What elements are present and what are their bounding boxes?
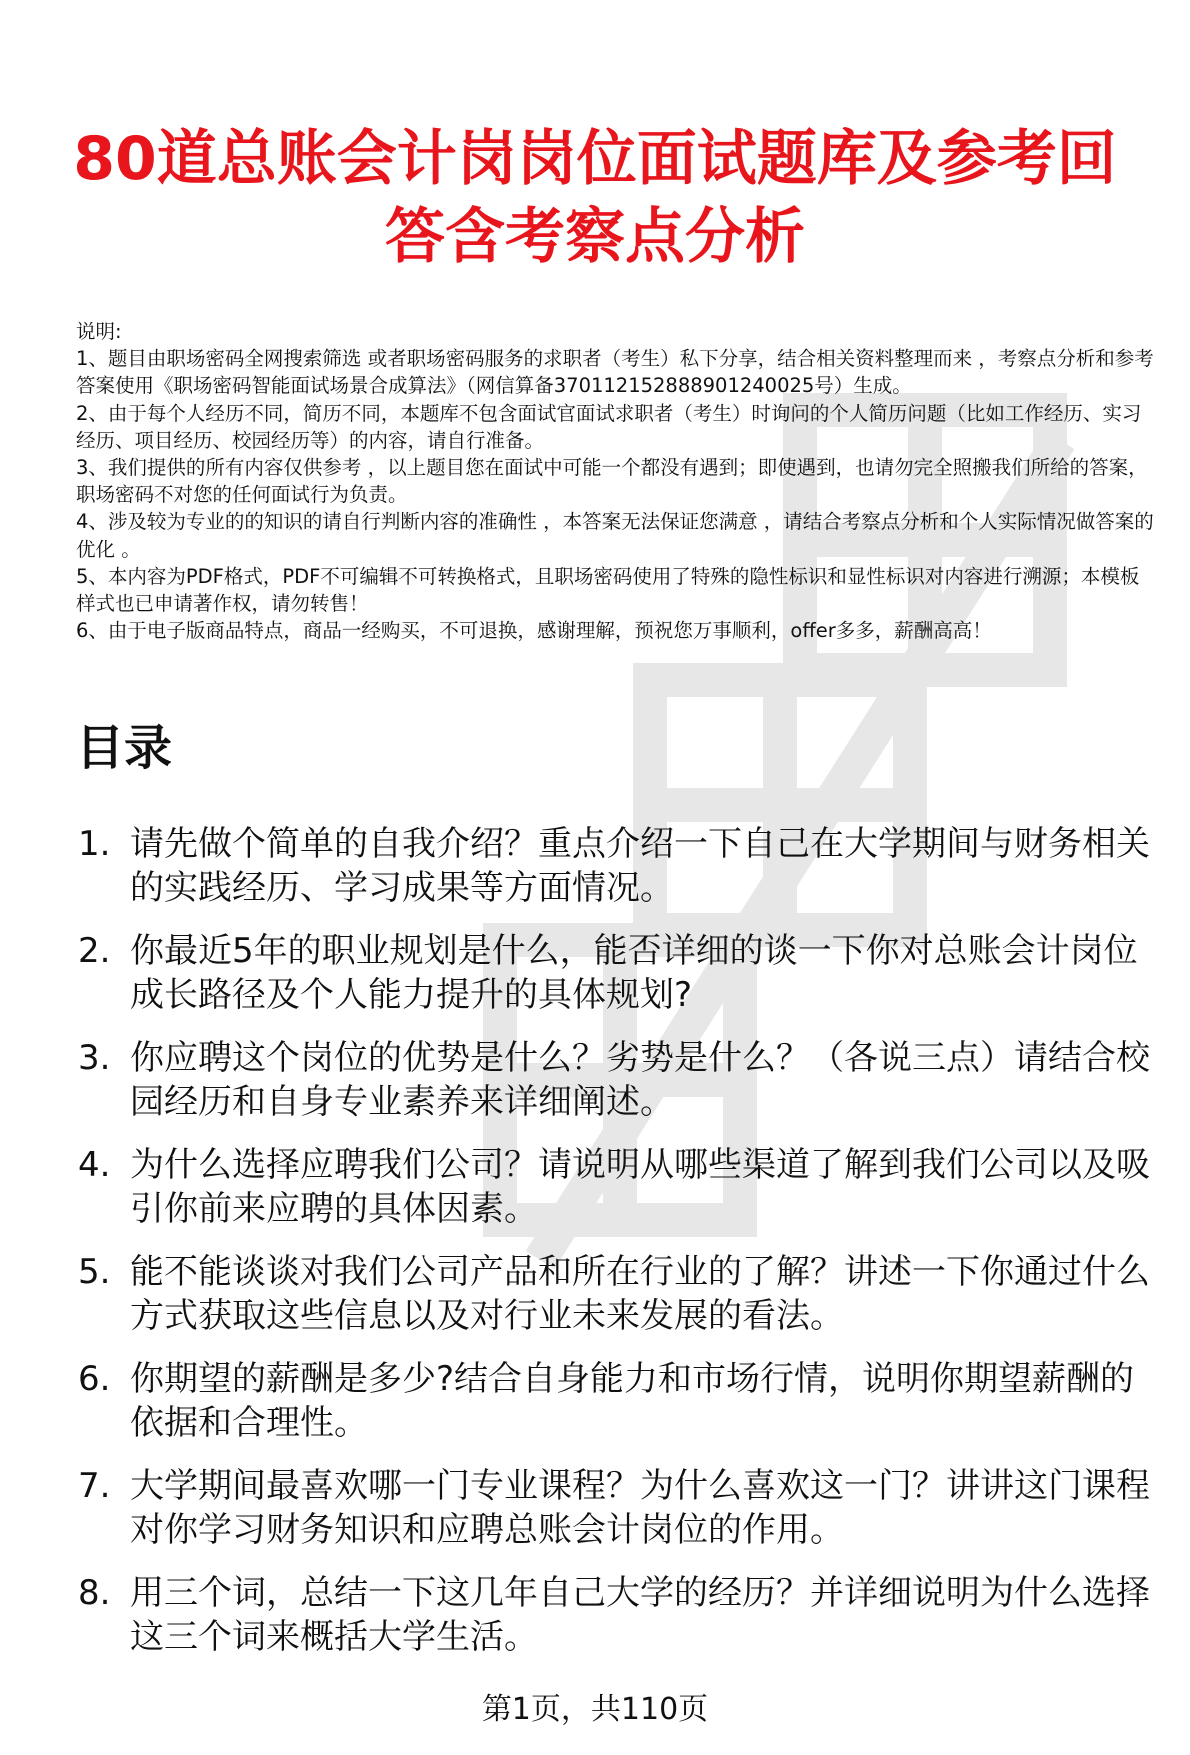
toc-item-text: 大学期间最喜欢哪一门专业课程？为什么喜欢这一门？讲讲这门课程对你学习财务知识和应聘总账会计岗位的作用。 bbox=[130, 1466, 1150, 1550]
toc-item-number: 6. bbox=[78, 1359, 111, 1399]
toc-heading: 目录 bbox=[76, 720, 173, 776]
toc-item-text: 你应聘这个岗位的优势是什么？劣势是什么？（各说三点）请结合校园经历和自身专业素养来详细阐述。 bbox=[130, 1038, 1150, 1122]
toc-item-text: 用三个词，总结一下这几年自己大学的经历？并详细说明为什么选择这三个词来概括大学生活。 bbox=[130, 1573, 1150, 1657]
notes-item: 2、由于每个人经历不同，简历不同，本题库不包含面试官面试求职者（考生）时询问的个人简历问题（比如工作经历、实习经历、项目经历、校园经历等）的内容，请自行准备。 bbox=[76, 401, 1142, 452]
toc-list bbox=[76, 822, 1166, 1678]
notes-heading: 说明: bbox=[76, 320, 122, 343]
toc-item-number: 5. bbox=[78, 1252, 111, 1292]
notes-item: 4、涉及较为专业的的知识的请自行判断内容的准确性 ，本答案无法保证您满意 ，请结合考察点分析和个人实际情况做答案的优化 。 bbox=[76, 510, 1154, 561]
toc-item[interactable] bbox=[76, 822, 1166, 910]
document-title: 80道总账会计岗岗位面试题库及参考回答含考察点分析 bbox=[73, 124, 1117, 272]
toc-item-number: 2. bbox=[78, 931, 111, 971]
toc-item[interactable] bbox=[76, 1357, 1166, 1445]
toc-item-number: 4. bbox=[78, 1145, 111, 1185]
toc-item[interactable] bbox=[76, 1143, 1166, 1231]
toc-item[interactable] bbox=[76, 929, 1166, 1017]
toc-item-text: 你期望的薪酬是多少?结合自身能力和市场行情，说明你期望薪酬的依据和合理性。 bbox=[130, 1359, 1135, 1443]
toc-item[interactable] bbox=[76, 1036, 1166, 1124]
notes-section bbox=[76, 318, 1156, 644]
toc-item[interactable] bbox=[76, 1464, 1166, 1552]
toc-item-text: 为什么选择应聘我们公司？请说明从哪些渠道了解到我们公司以及吸引你前来应聘的具体因素。 bbox=[130, 1145, 1150, 1229]
page-footer: 第1页，共110页 bbox=[481, 1692, 709, 1727]
notes-item: 3、我们提供的所有内容仅供参考 ，以上题目您在面试中可能一个都没有遇到；即使遇到，也请勿完全照搬我们所给的答案，职场密码不对您的任何面试行为负责。 bbox=[76, 456, 1148, 507]
notes-item: 5、本内容为PDF格式，PDF不可编辑不可转换格式，且职场密码使用了特殊的隐性标识和显性标识对内容进行溯源；本模板样式也已申请著作权，请勿转售！ bbox=[76, 564, 1140, 616]
notes-item: 1、题目由职场密码全网搜索筛选 或者职场密码服务的求职者（考生）私下分享，结合相关资料整理而来 ，考察点分析和参考答案使用《职场密码智能面试场景合成算法》（网信算备370112152888901240025号）生成。 bbox=[76, 347, 1154, 398]
toc-item-text: 你最近5年的职业规划是什么，能否详细的谈一下你对总账会计岗位成长路径及个人能力提升的具体规划? bbox=[130, 931, 1138, 1015]
toc-item-number: 7. bbox=[78, 1466, 111, 1506]
toc-item-text: 请先做个简单的自我介绍？重点介绍一下自己在大学期间与财务相关的实践经历、学习成果等方面情况。 bbox=[130, 824, 1150, 908]
toc-item-number: 3. bbox=[78, 1038, 111, 1078]
notes-item: 6、由于电子版商品特点，商品一经购买，不可退换，感谢理解，预祝您万事顺利，offer多多，薪酬高高！ bbox=[76, 619, 992, 643]
toc-item[interactable] bbox=[76, 1250, 1166, 1338]
toc-item[interactable] bbox=[76, 1571, 1166, 1659]
toc-item-text: 能不能谈谈对我们公司产品和所在行业的了解？讲述一下你通过什么方式获取这些信息以及对行业未来发展的看法。 bbox=[130, 1252, 1150, 1336]
toc-item-number: 8. bbox=[78, 1573, 111, 1613]
toc-item-number: 1. bbox=[78, 824, 111, 864]
